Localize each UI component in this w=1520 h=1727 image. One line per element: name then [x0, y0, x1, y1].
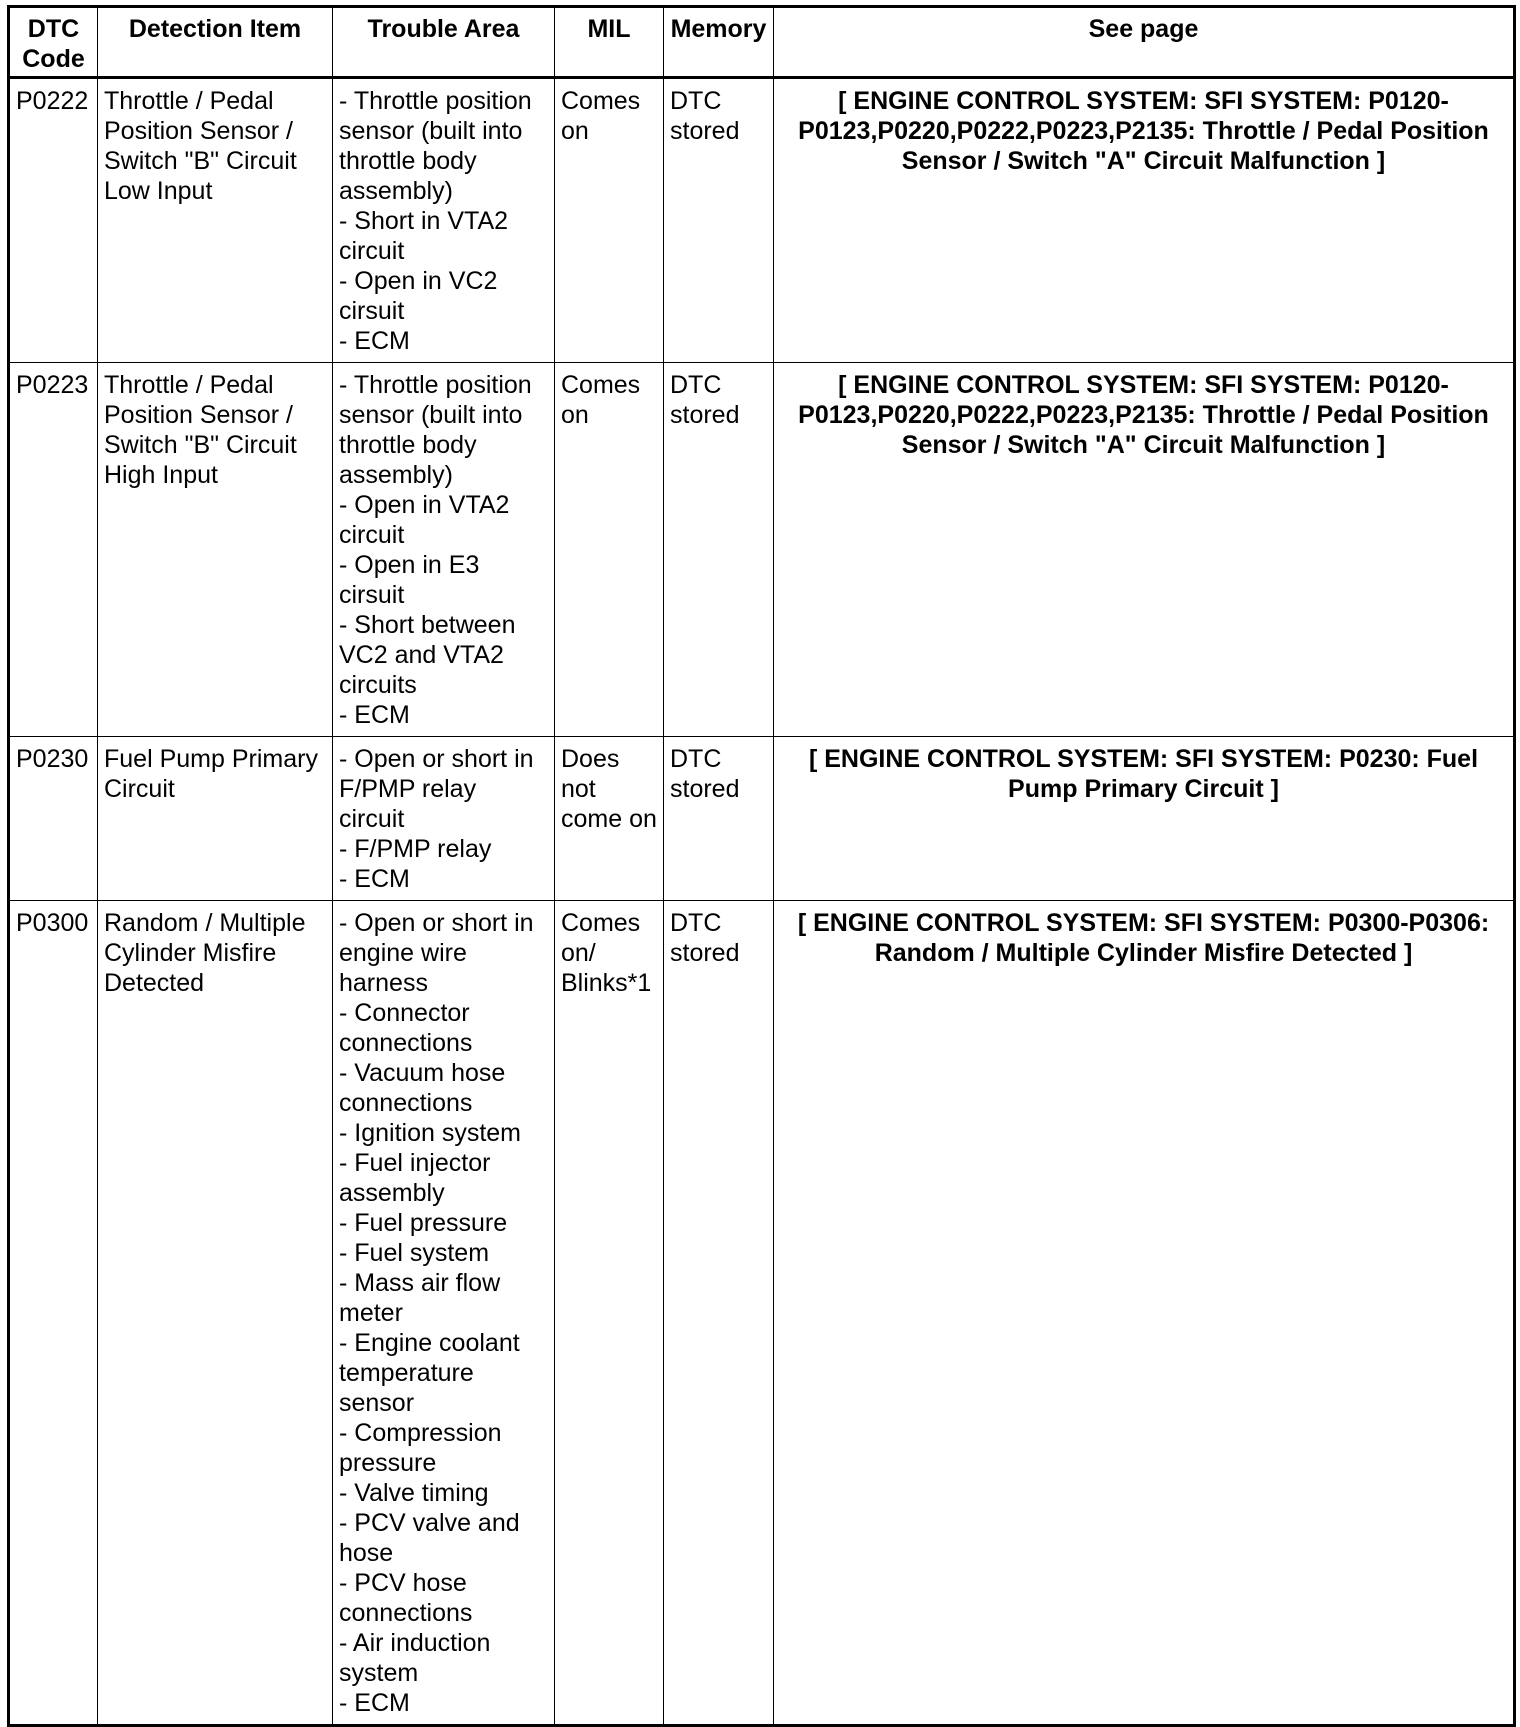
trouble-area-item: - Compression pressure: [339, 1419, 502, 1477]
header-trouble-area: Trouble Area: [333, 7, 555, 78]
dtc-code-cell: P0222: [9, 78, 98, 363]
mil-cell: Does not come on: [555, 737, 664, 901]
trouble-area-cell: [333, 363, 555, 737]
memory-cell: DTC stored: [664, 78, 774, 363]
trouble-area-item: - Ignition system: [339, 1119, 522, 1147]
trouble-area-item: - Vacuum hose connections: [339, 1059, 506, 1117]
trouble-area-item: - Valve timing: [339, 1479, 489, 1507]
memory-cell: DTC stored: [664, 363, 774, 737]
detection-item-cell: Throttle / Pedal Position Sensor / Switch "B" Circuit High Input: [98, 363, 333, 737]
dtc-code-cell: P0300: [9, 901, 98, 1726]
detection-item-cell: Fuel Pump Primary Circuit: [98, 737, 333, 901]
see-page-link[interactable]: [ ENGINE CONTROL SYSTEM: SFI SYSTEM: P0300-P0306: Random / Multiple Cylinder Misfire Detected ]: [774, 901, 1515, 1726]
detection-item-cell: Random / Multiple Cylinder Misfire Detected: [98, 901, 333, 1726]
trouble-area-item: - Open or short in engine wire harness: [339, 909, 534, 997]
mil-cell: Comes on: [555, 78, 664, 363]
trouble-area-item: - ECM: [339, 327, 410, 355]
trouble-area-item: - Open or short in F/PMP relay circuit: [339, 745, 534, 833]
table-row: [9, 737, 1515, 901]
trouble-area-item: - Fuel pressure: [339, 1209, 508, 1237]
trouble-area-item: - Throttle position sensor (built into throttle body assembly): [339, 371, 532, 489]
trouble-area-item: - Open in VC2 cirsuit: [339, 267, 498, 325]
detection-item-cell: Throttle / Pedal Position Sensor / Switch "B" Circuit Low Input: [98, 78, 333, 363]
memory-cell: DTC stored: [664, 901, 774, 1726]
trouble-area-item: - Short in VTA2 circuit: [339, 207, 509, 265]
trouble-area-item: - PCV hose connections: [339, 1569, 473, 1627]
dtc-table: [7, 5, 1516, 1727]
header-dtc-code-line-2: Code: [22, 45, 85, 73]
trouble-area-item: - ECM: [339, 865, 410, 893]
mil-cell: Comes on/ Blinks*1: [555, 901, 664, 1726]
trouble-area-item: - Fuel system: [339, 1239, 490, 1267]
see-page-link[interactable]: [ ENGINE CONTROL SYSTEM: SFI SYSTEM: P0120-P0123,P0220,P0222,P0223,P2135: Throttle / Pedal Position Sensor / Switch "A" Circuit Malfunction ]: [774, 78, 1515, 363]
trouble-area-item: - Open in E3 cirsuit: [339, 551, 480, 609]
mil-cell: Comes on: [555, 363, 664, 737]
header-see-page: See page: [774, 7, 1515, 78]
header-memory: Memory: [664, 7, 774, 78]
table-row: [9, 901, 1515, 1726]
header-dtc-code: [9, 7, 98, 78]
trouble-area-item: - Mass air flow meter: [339, 1269, 501, 1327]
memory-cell: DTC stored: [664, 737, 774, 901]
trouble-area-item: - ECM: [339, 701, 410, 729]
trouble-area-item: - Short between VC2 and VTA2 circuits: [339, 611, 516, 699]
header-row: [9, 7, 1515, 78]
header-detection-item: Detection Item: [98, 7, 333, 78]
trouble-area-item: - Engine coolant temperature sensor: [339, 1329, 520, 1417]
dtc-code-cell: P0230: [9, 737, 98, 901]
trouble-area-item: - ECM: [339, 1689, 410, 1717]
trouble-area-item: - Fuel injector assembly: [339, 1149, 491, 1207]
trouble-area-cell: [333, 901, 555, 1726]
header-mil: MIL: [555, 7, 664, 78]
table-row: [9, 363, 1515, 737]
trouble-area-item: - Air induction system: [339, 1629, 491, 1687]
table-body: [9, 78, 1515, 1726]
trouble-area-cell: [333, 737, 555, 901]
table-row: [9, 78, 1515, 363]
trouble-area-cell: [333, 78, 555, 363]
table-header: [9, 7, 1515, 78]
see-page-link[interactable]: [ ENGINE CONTROL SYSTEM: SFI SYSTEM: P0120-P0123,P0220,P0222,P0223,P2135: Throttle / Pedal Position Sensor / Switch "A" Circuit Malfunction ]: [774, 363, 1515, 737]
trouble-area-item: - F/PMP relay: [339, 835, 492, 863]
trouble-area-item: - PCV valve and hose: [339, 1509, 520, 1567]
trouble-area-item: - Connector connections: [339, 999, 473, 1057]
dtc-code-cell: P0223: [9, 363, 98, 737]
header-dtc-code-line-1: DTC: [27, 15, 80, 43]
trouble-area-item: - Open in VTA2 circuit: [339, 491, 510, 549]
trouble-area-item: - Throttle position sensor (built into throttle body assembly): [339, 87, 532, 205]
see-page-link[interactable]: [ ENGINE CONTROL SYSTEM: SFI SYSTEM: P0230: Fuel Pump Primary Circuit ]: [774, 737, 1515, 901]
